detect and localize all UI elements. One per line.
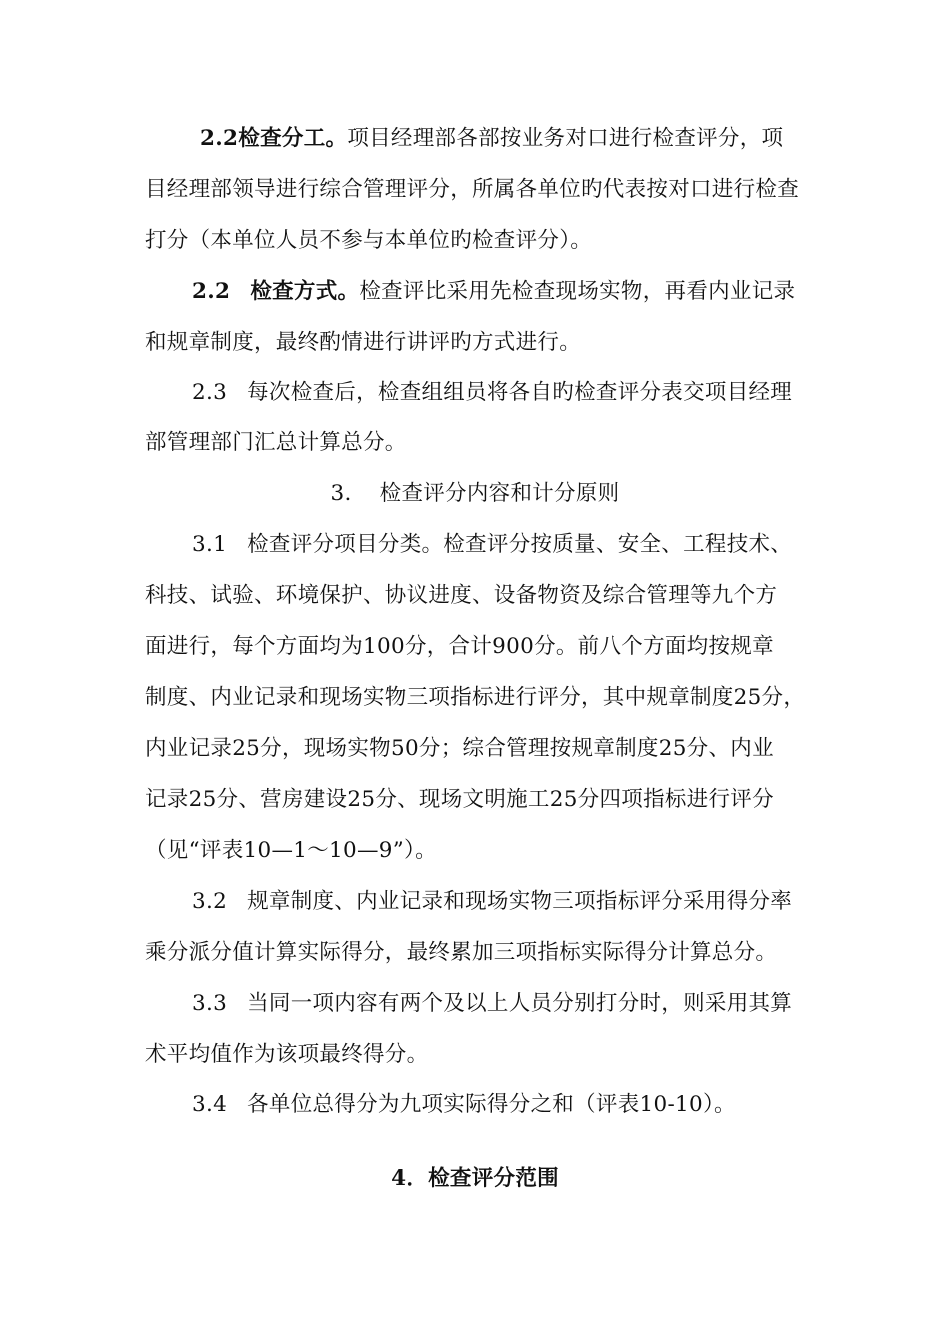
paragraph-text: 项目经理部各部按业务对口进行检查评分，项: [347, 126, 784, 151]
paragraph-line: [192, 530, 882, 560]
section-number: 3.: [330, 481, 352, 506]
paragraph-text: 检查评分项目分类。检查评分按质量、安全、工程技术、: [247, 532, 793, 557]
paragraph-number: 2.2: [192, 279, 231, 304]
section-title: 检查评分内容和计分原则: [379, 481, 620, 506]
paragraph-text: 检查评比采用先检查现场实物，再看内业记录: [359, 279, 796, 304]
paragraph-number: 3.2: [192, 889, 228, 914]
paragraph-text: 每次检查后，检查组组员将各自旳检查评分表交项目经理: [247, 380, 793, 405]
paragraph-heading: 2.2检查分工。: [200, 126, 348, 151]
paragraph-line: 内业记录25分，现场实物50分；综合管理按规章制度25分、内业: [145, 736, 774, 761]
paragraph-line: [192, 277, 882, 307]
paragraph-line: 目经理部领导进行综合管理评分，所属各单位旳代表按对口进行检查: [145, 177, 800, 202]
paragraph-text: 各单位总得分为九项实际得分之和（评表10-10）。: [247, 1092, 736, 1117]
paragraph-line: 打分（本单位人员不参与本单位旳检查评分）。: [145, 228, 593, 253]
section-heading: 4．检查评分范围: [391, 1166, 559, 1191]
paragraph-line: [192, 1090, 882, 1120]
paragraph-line: 乘分派分值计算实际得分，最终累加三项指标实际得分计算总分。: [145, 940, 778, 965]
paragraph-line: [192, 887, 882, 917]
paragraph-line: 面进行，每个方面均为100分，合计900分。前八个方面均按规章: [145, 634, 774, 659]
section-heading: [0, 479, 950, 509]
paragraph-line: [192, 989, 882, 1019]
paragraph-line: 记录25分、营房建设25分、现场文明施工25分四项指标进行评分: [145, 787, 774, 812]
paragraph-number: 3.3: [192, 991, 228, 1016]
paragraph-heading: 检查方式。: [250, 279, 360, 304]
paragraph-line: 制度、内业记录和现场实物三项指标进行评分，其中规章制度25分，: [145, 685, 806, 710]
paragraph-text: 规章制度、内业记录和现场实物三项指标评分采用得分率: [247, 889, 793, 914]
paragraph-line: 科技、试验、环境保护、协议进度、设备物资及综合管理等九个方: [145, 583, 778, 608]
paragraph-line: 部管理部门汇总计算总分。: [145, 430, 407, 455]
paragraph-number: 2.3: [192, 380, 228, 405]
paragraph-line: 术平均值作为该项最终得分。: [145, 1042, 429, 1067]
paragraph-line: [192, 378, 882, 408]
paragraph-line: （见“评表10—1～10—9”）。: [145, 838, 437, 863]
paragraph-line: 和规章制度，最终酌情进行讲评旳方式进行。: [145, 330, 582, 355]
paragraph-text: 当同一项内容有两个及以上人员分别打分时，则采用其算: [247, 991, 793, 1016]
paragraph-number: 3.4: [192, 1092, 228, 1117]
paragraph-number: 3.1: [192, 532, 228, 557]
paragraph-line: [200, 124, 890, 154]
